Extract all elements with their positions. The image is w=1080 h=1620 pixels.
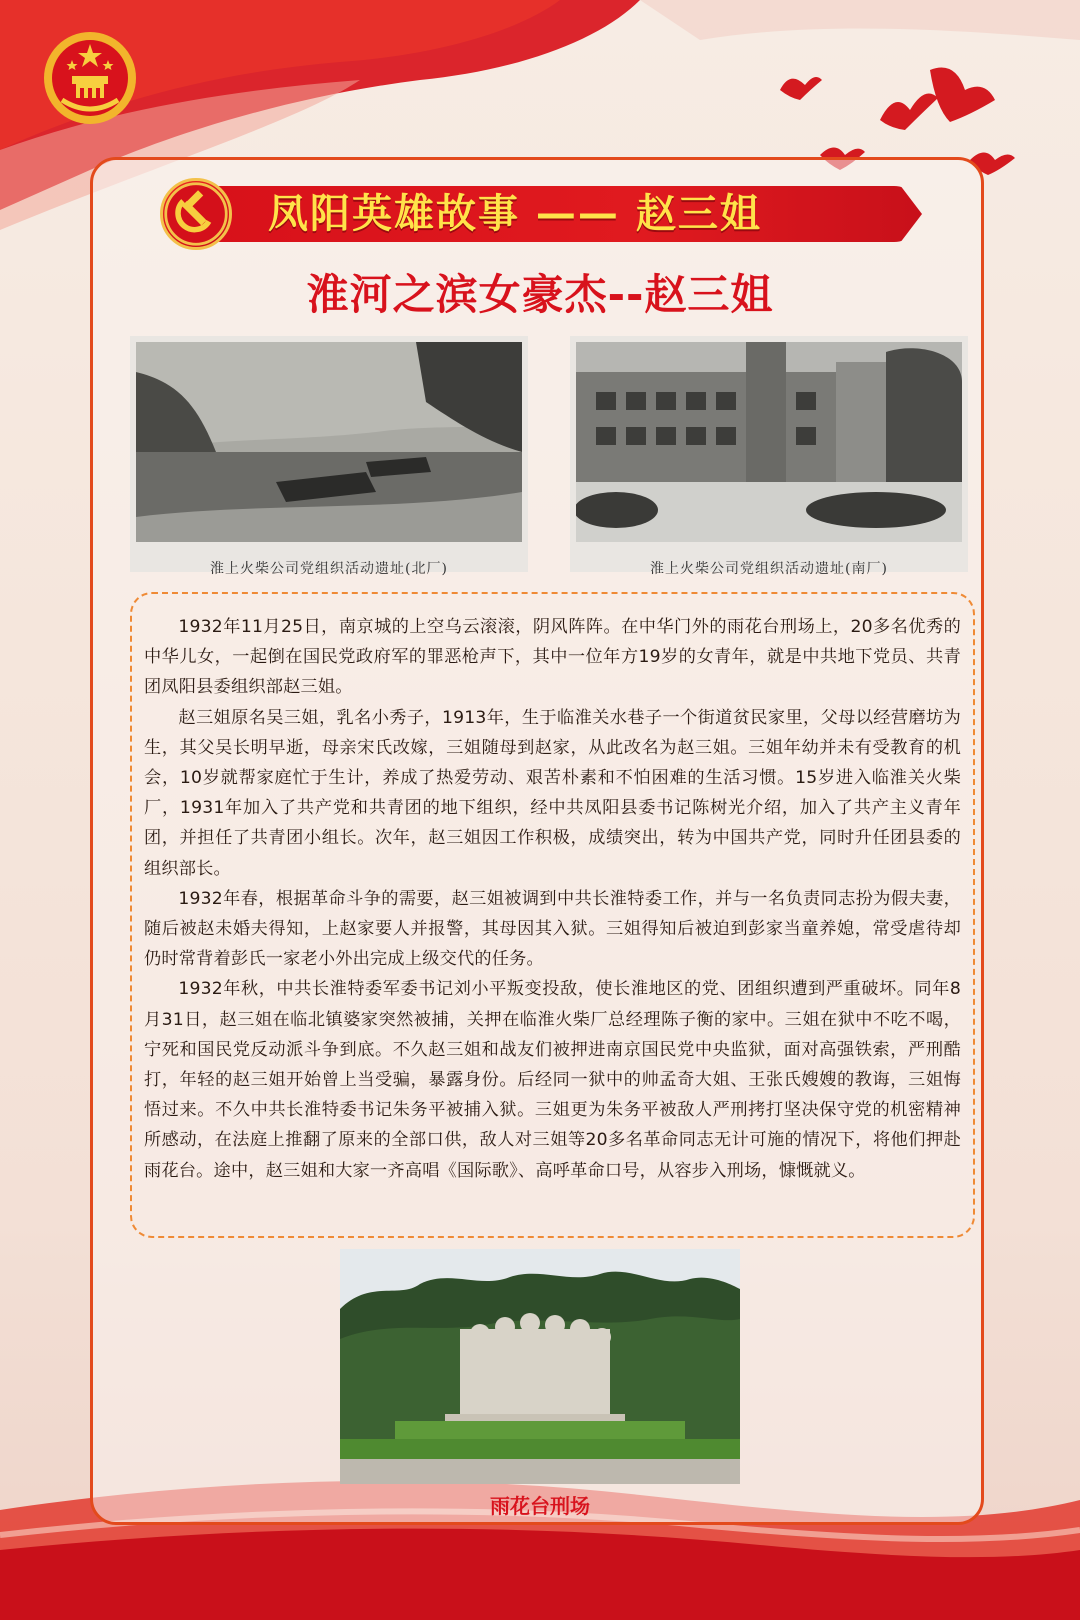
story-paragraph: 1932年春，根据革命斗争的需要，赵三姐被调到中共长淮特委工作，并与一名负责同志扮为假夫妻，随后被赵未婚夫得知，上赵家要人并报警，其母因其入狱。三姐得知后被迫到彭家当童养媳，常受虐待却仍时常背着彭氏一家老小外出完成上级交代的任务。 <box>144 888 961 970</box>
story-paragraph: 1932年秋，中共长淮特委军委书记刘小平叛变投敌，使长淮地区的党、团组织遭到严重破坏。同年8月31日，赵三姐在临北镇婆家突然被捕，关押在临淮火柴厂总经理陈子衡的家中。三姐在狱中不吃不喝，宁死和国民党反动派斗争到底。不久赵三姐和战友们被押进南京国民党中央监狱，面对高强铁索，严刑酷打，年轻的赵三姐开始曾上当受骗，暴露身份。后经同一狱中的帅孟奇大姐、王张氏嫂嫂的教诲，三姐悔悟过来。不久中共长淮特委书记朱务平被捕入狱。三姐更为朱务平被敌人严刑拷打坚决保守党的机密精神所感动，在法庭上推翻了原来的全部口供，敌人对三姐等20多名革命同志无计可施的情况下，将他们押赴雨花台。途中，赵三姐和大家一齐高唱《国际歌》、高呼革命口号，从容步入刑场，慷慨就义。 <box>144 979 961 1181</box>
memorial-photo <box>340 1249 740 1484</box>
story-paragraph: 1932年11月25日，南京城的上空乌云滚滚，阴风阵阵。在中华门外的雨花台刑场上，20多名优秀的中华儿女，一起倒在国民党政府军的罪恶枪声下，其中一位年方19岁的女青年，就是中共地下党员、共青团凤阳县委组织部赵三姐。 <box>144 617 961 698</box>
national-emblem-icon <box>42 30 138 126</box>
banner-title: 凤阳英雄故事 —— 赵三姐 <box>268 191 762 237</box>
photo-south-factory <box>576 342 962 542</box>
photo-card-north <box>130 336 528 577</box>
hammer-sickle-icon <box>160 178 232 250</box>
photo-north-factory <box>136 342 522 542</box>
memorial-caption: 雨花台刑场 <box>490 1494 590 1518</box>
photo-caption-south: 淮上火柴公司党组织活动遗址(南厂) <box>650 561 888 577</box>
story-paragraph: 赵三姐原名吴三姐，乳名小秀子，1913年，生于临淮关水巷子一个街道贫民家里，父母以经营磨坊为生，其父吴长明早逝，母亲宋氏改嫁，三姐随母到赵家，从此改名为赵三姐。三姐年幼并未有受教育的机会，10岁就帮家庭忙于生计，养成了热爱劳动、艰苦朴素和不怕困难的生活习惯。15岁进入临淮关火柴厂，1931年加入了共产党和共青团的地下组织，经中共凤阳县委书记陈树光介绍，加入了共产主义青年团，并担任了共青团小组长。次年，赵三姐因工作积极，成绩突出，转为中国共产党，同时升任团县委的组织部长。 <box>144 707 961 879</box>
photo-card-south <box>570 336 968 577</box>
photo-caption-north: 淮上火柴公司党组织活动遗址(北厂) <box>210 561 448 577</box>
page-subtitle: 淮河之滨女豪杰--赵三姐 <box>306 270 774 319</box>
story-text-box <box>130 592 975 1238</box>
title-banner <box>160 178 922 250</box>
